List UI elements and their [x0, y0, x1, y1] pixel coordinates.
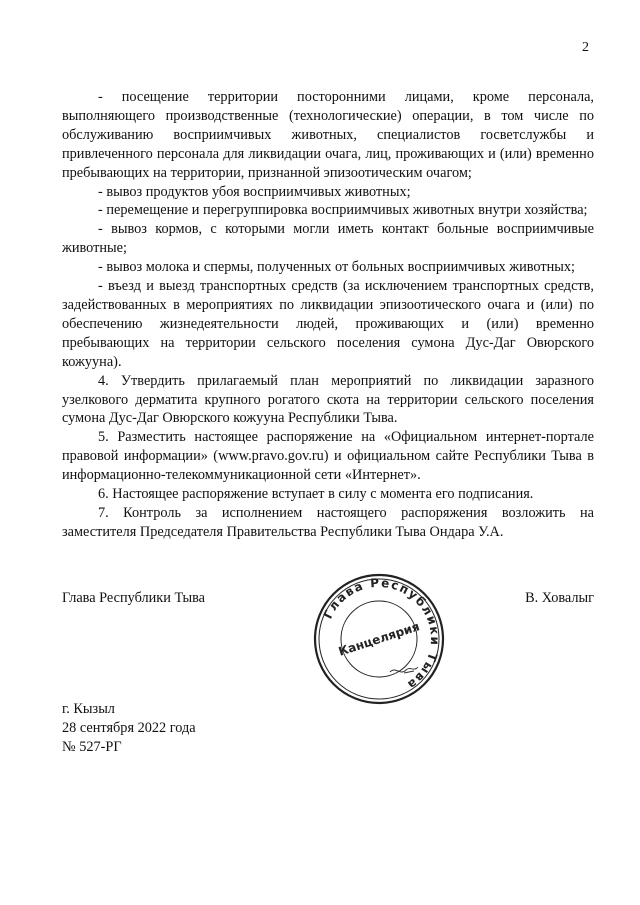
- document-body: [62, 88, 594, 542]
- paragraph-regrouping: - перемещение и перегруппировка восприимчивых животных внутри хозяйства;: [98, 202, 588, 219]
- stamp-ring-textpath: Глава Республики Тыва: [320, 575, 443, 693]
- signature-name: В. Ховалыг: [525, 590, 594, 606]
- paragraph-item-5: 5. Разместить настоящее распоряжение на «Официальном интернет-портале правовой информации» (www.pravo.gov.ru) и официальном сайте Республики Тыва в информационно-телекоммуникационной сети «Интернет».: [62, 429, 594, 484]
- footer-number: № 527-РГ: [62, 739, 122, 755]
- stamp-center-text: Канцелярия: [336, 619, 422, 659]
- signature-title: Глава Республики Тыва: [62, 590, 205, 606]
- footer-city: г. Кызыл: [62, 701, 115, 717]
- paragraph-feed: - вывоз кормов, с которыми могли иметь контакт больные восприимчивые животные;: [62, 221, 594, 257]
- paragraph-slaughter-products: - вывоз продуктов убоя восприимчивых животных;: [98, 183, 411, 200]
- paragraph-milk: - вывоз молока и спермы, полученных от больных восприимчивых животных;: [98, 259, 576, 276]
- document-footer: [62, 700, 196, 757]
- paragraph-item-4: 4. Утвердить прилагаемый план мероприятий по ликвидации заразного узелкового дерматита крупного рогатого скота на территории сельского поселения сумона Дус-Даг Овюрского кожууна Республики Тыва.: [62, 372, 594, 427]
- page-number: 2: [582, 40, 589, 55]
- footer-date: 28 сентября 2022 года: [62, 720, 196, 736]
- official-stamp: [312, 572, 446, 706]
- paragraph-visitors: - посещение территории посторонними лицами, кроме персонала, выполняющего производственные (технологические) операции, в том числе по обслуживанию восприимчивых животных, специалистов госветслужбы и привлеченного персонала для ликвидации очага, лиц, проживающих и (или) временно пребывающих на территории, признанной эпизоотическим очагом;: [62, 89, 594, 181]
- paragraph-item-7: 7. Контроль за исполнением настоящего распоряжения возложить на заместителя Председателя Правительства Республики Тыва Ондара У.А.: [62, 504, 594, 540]
- paragraph-vehicles: - въезд и выезд транспортных средств (за исключением транспортных средств, задействованных в мероприятиях по ликвидации эпизоотического очага и (или) по обеспечению жизнедеятельности людей, проживающих и (или) временно пребывающих на территории сельского поселения сумона Дус-Даг Овюрского кожууна).: [62, 278, 594, 370]
- paragraph-item-6: 6. Настоящее распоряжение вступает в силу с момента его подписания.: [98, 486, 534, 503]
